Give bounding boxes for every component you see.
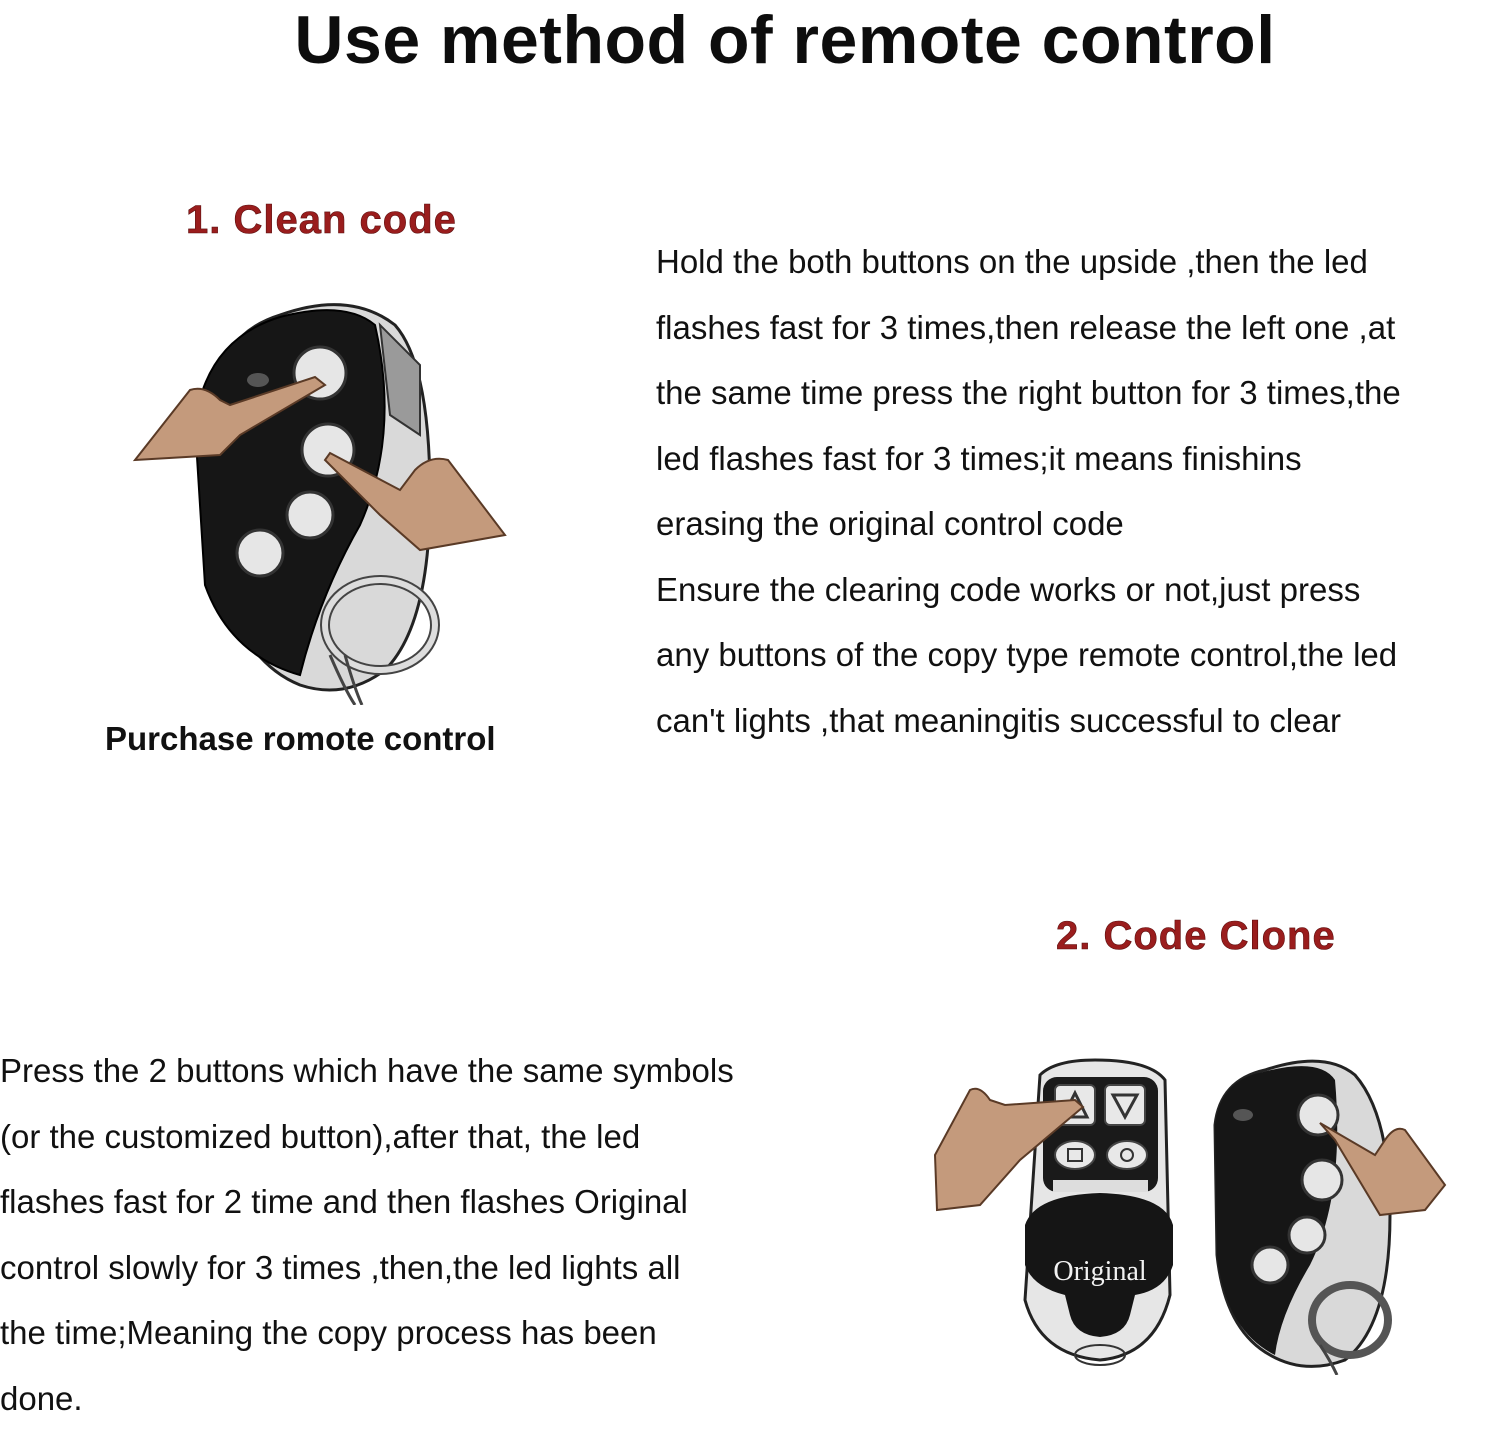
instruction-line: led flashes fast for 3 times;it means finishins bbox=[656, 426, 1401, 492]
instruction-line: Press the 2 buttons which have the same symbols bbox=[0, 1038, 734, 1104]
page-title: Use method of remote control bbox=[0, 2, 1500, 78]
instruction-line: the same time press the right button for 3 times,the bbox=[656, 360, 1401, 426]
instruction-line: Ensure the clearing code works or not,just press bbox=[656, 557, 1401, 623]
two-remotes-icon bbox=[925, 1055, 1500, 1375]
code-clone-instructions bbox=[0, 1038, 734, 1431]
instruction-line: erasing the original control code bbox=[656, 491, 1401, 557]
code-clone-illustration bbox=[925, 1055, 1500, 1375]
remote-control-icon bbox=[130, 295, 530, 705]
instruction-line: control slowly for 3 times ,then,the led lights all bbox=[0, 1235, 734, 1301]
instruction-line: Hold the both buttons on the upside ,then the led bbox=[656, 229, 1401, 295]
instruction-line: flashes fast for 2 time and then flashes Original bbox=[0, 1169, 734, 1235]
instruction-line: (or the customized button),after that, the led bbox=[0, 1104, 734, 1170]
section-heading-code-clone: 2. Code Clone bbox=[1056, 914, 1336, 959]
instruction-line: the time;Meaning the copy process has been bbox=[0, 1300, 734, 1366]
copy-remote-illustration bbox=[130, 295, 530, 705]
instruction-line: can't lights ,that meaningitis successful to clear bbox=[656, 688, 1401, 754]
instruction-line: any buttons of the copy type remote control,the led bbox=[656, 622, 1401, 688]
instruction-line: flashes fast for 3 times,then release the left one ,at bbox=[656, 295, 1401, 361]
original-label: Original bbox=[1053, 1256, 1147, 1287]
instruction-line: done. bbox=[0, 1366, 734, 1431]
clean-code-instructions bbox=[656, 229, 1401, 753]
section-heading-clean-code: 1. Clean code bbox=[186, 198, 457, 243]
image-caption: Purchase romote control bbox=[105, 720, 496, 758]
